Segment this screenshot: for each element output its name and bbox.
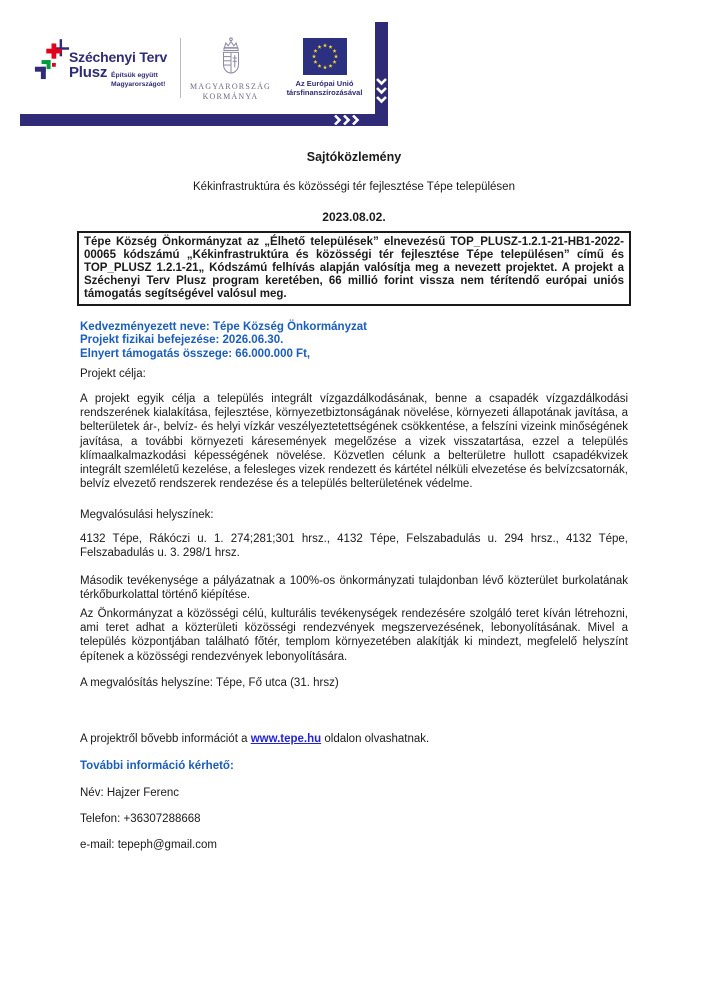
hungary-government-line1: MAGYARORSZÁG — [189, 82, 272, 91]
more-info-line — [80, 733, 628, 745]
project-subtitle: Kékinfrastruktúra és közösségi tér fejlesztése Tépe településen — [193, 181, 515, 193]
contact-email-line: e-mail: tepeph@gmail.com — [80, 839, 217, 851]
szechenyi-plus-icon — [33, 38, 71, 86]
lead-summary-box: Tépe Község Önkormányzat az „Élhető települések” elnevezésű TOP_PLUSZ-1.2.1-21-HB1-2022-00065 kódszámú „Kékinfrastruktúra és közösségi tér fejlesztése Tépe településen” című és TOP_PLUSZ 1.2.1-21„ Kódszámú felhívás alapján valósítja meg a nevezett projektet. A projekt a Széchenyi Terv Plusz program keretében, 66 millió forint vissza nem térítendő európai uniós támogatás segítségével valósul meg. — [77, 231, 631, 306]
contact-name-line: Név: Hajzer Ferenc — [80, 787, 180, 799]
chevron-down-icon — [375, 78, 388, 108]
eu-flag-icon — [303, 38, 347, 75]
szechenyi-logo-tagline — [111, 71, 165, 89]
szechenyi-tagline-line1: Építsük együtt — [111, 72, 158, 79]
header-banner — [0, 0, 707, 140]
szechenyi-tagline-line2: Magyarországot! — [111, 81, 166, 88]
release-date: 2023.08.02. — [322, 210, 386, 224]
beneficiary-line: Kedvezményezett neve: Tépe Község Önkormányzat — [80, 321, 367, 333]
eu-cofinancing-logo — [277, 38, 372, 108]
vertical-accent-bar — [375, 22, 388, 126]
project-goal-paragraph: A projekt egyik célja a település integrált vízgazdálkodásának, benne a csapadék vízgazdálkodási rendszerének kialakítása, fejlesztése, környezetbiztonságának növelése, környezeti állapotának javítása, a belterületek ár-, belvíz- és helyi vízkár veszélyeztetettségének csökkentése, a felszíni vizeink minőségének javítása, a további környezeti káresemények megelőzése a vizek visszatartása, ezzel a település klímaalkalmazkodási képességének növelése. Közvetlen célunk a belterületre hullott csapadékvizek integrált szemléletű kezelése, a felesleges vizek rendezett és kártétel nélküli elvezetése és belvízcsatornák, belvíz elvezető rendszerek rendezése és a település belterületének védelme. — [80, 393, 628, 491]
horizontal-accent-bar — [20, 114, 388, 126]
locations-paragraph: 4132 Tépe, Rákóczi u. 1. 274;281;301 hrsz., 4132 Tépe, Felszabadulás u. 294 hrsz., 4132 Tépe, Felszabadulás u. 3. 298/1 hrsz. — [80, 533, 628, 560]
contact-heading: További információ kérhető: — [80, 760, 234, 772]
community-space-paragraph: Az Önkormányzat a közösségi célú, kulturális tevékenységek rendezésére szolgáló teret kíván létrehozni, ami teret adhat a közterületi közösségi rendezvények megszervezésének, lebonyolításának. Mivel a település központjában található főtér, templom környezetében alakítják ki mindezt, megfelelő helyszínt építenek a közösségi rendezvények lebonyolítására. — [80, 608, 628, 663]
szechenyi-logo-name-line2: Plusz — [69, 64, 108, 81]
contact-phone-line: Telefon: +36307288668 — [80, 813, 201, 825]
szechenyi-terv-plusz-logo — [33, 38, 183, 100]
project-facts — [80, 321, 628, 361]
eu-label-line2: társfinanszírozásával — [286, 88, 363, 97]
hungary-government-line2: KORMÁNYA — [202, 91, 259, 101]
hungary-coat-of-arms-icon — [216, 36, 246, 80]
project-website-link[interactable]: www.tepe.hu — [250, 733, 322, 745]
second-activity-paragraph: Második tevékenysége a pályázatnak a 100%-os önkormányzati tulajdonban lévő közterület burkolatának térkőburkolattal történő kiépítése. — [80, 575, 628, 602]
szechenyi-logo-name-line1: Széchenyi Terv — [69, 49, 168, 65]
eu-cofinancing-label — [277, 79, 372, 97]
locations-label: Megvalósulási helyszínek: — [80, 509, 214, 521]
hungary-government-label — [168, 82, 293, 101]
page-title: Sajtóközlemény — [306, 150, 402, 164]
eu-label-line1: Az Európai Unió — [295, 79, 354, 88]
chevron-right-icon — [334, 115, 364, 125]
implementation-site-line: A megvalósítás helyszíne: Tépe, Fő utca (31. hrsz) — [80, 677, 339, 689]
project-goal-label: Projekt célja: — [80, 368, 146, 380]
grant-amount-line: Elnyert támogatás összege: 66.000.000 Ft, — [80, 347, 311, 360]
more-info-suffix: oldalon olvashatnak. — [321, 733, 430, 745]
completion-date-line: Projekt fizikai befejezése: 2026.06.30. — [80, 334, 284, 347]
hungary-government-logo — [168, 36, 293, 106]
more-info-prefix: A projektről bővebb információt a — [80, 733, 251, 745]
